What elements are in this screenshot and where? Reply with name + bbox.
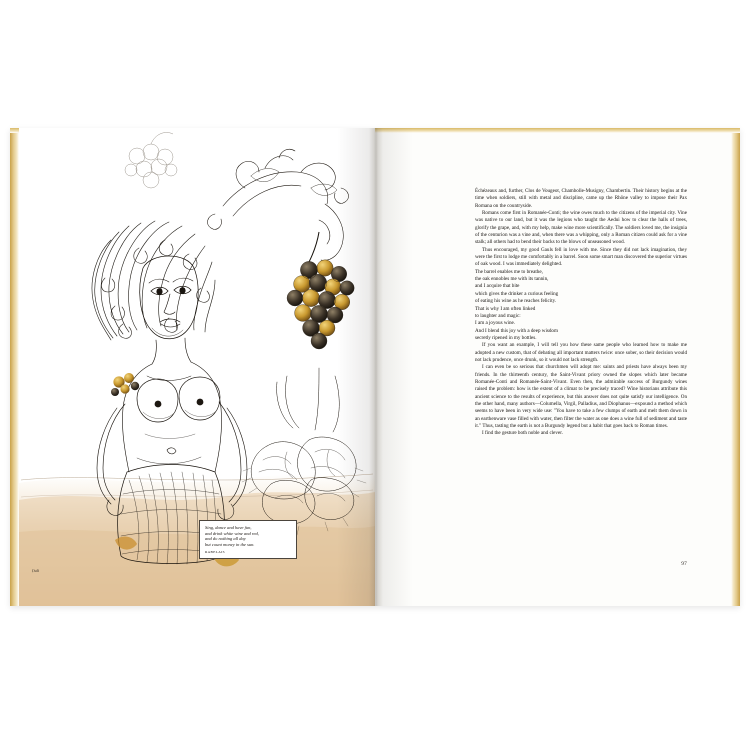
body-paragraph: That is why I am often linked <box>475 305 536 312</box>
caption-attribution: RABELAIS <box>205 549 225 554</box>
body-paragraph: to laughter and magic: <box>475 312 521 319</box>
body-paragraph: Échézeaux and, further, Clos de Vougeot, Chambolle-Musigny, Chambertin. Their history begins at the time when soldiers, still with metal and discipline, came up the Rhône valley to impose their Pax Romana on the countryside. <box>475 188 687 209</box>
caption-line-1: Sing, dance and have fun, <box>205 525 252 530</box>
book-right-page <box>375 128 740 606</box>
body-paragraph: secretly ripened in my bottles. <box>475 334 537 341</box>
body-paragraph: which gives the drinker a curious feeling <box>475 290 559 297</box>
artist-signature: Dalí <box>31 567 40 574</box>
body-paragraph: I am a joyous wine. <box>475 320 516 327</box>
open-book <box>10 128 740 606</box>
artwork-caption-box <box>199 520 297 559</box>
caption-line-4: but count money in the sun. <box>205 541 255 547</box>
body-paragraph: I find the gesture both noble and clever. <box>482 430 563 437</box>
left-page-gilded-edge <box>10 128 19 606</box>
right-page-top-gilding <box>375 128 740 133</box>
right-page-gilded-edge <box>731 128 740 606</box>
body-paragraph: And I blend this joy with a deep wisdom <box>475 327 558 334</box>
body-paragraph: Thus encouraged, my good Gauls fell in love with me. Since they did not lack imagination, they were the first to lodge me comfortably in a barrel. Soon some smart man discovered the superior virtues of oak wood. I was immediately delighted. <box>475 246 687 268</box>
caption-line-3: and do nothing all day <box>205 536 246 542</box>
body-text-column <box>475 188 687 438</box>
body-paragraph: If you want an example, I will tell you how these same people who learned how to make me adopted a new custom, that of debating all important matters twice: once sober, so their decision would not lack prudence, once drunk, so it would not lack strength. <box>475 342 687 363</box>
body-paragraph: the oak ennobles me with its tannin, <box>475 276 549 283</box>
caption-line-2: and drink white wine and red, <box>205 530 259 536</box>
body-paragraph: Romans come first in Romanée-Conti; the wine owes much to the citizens of the imperial city. Vine was native to our land, but it was the legions who taught the Aedui how to clear the halls of trees, glorify the grape, and, with my help, make wine more scientifically. The soldiers loved me, the insignia of the centurion was a vine and, when there was a whipping, only a Roman citizen could ask for a vine stalk; all others had to bend their backs to the blows of unseasoned wood. <box>475 210 687 246</box>
page-number: 97 <box>681 561 687 567</box>
ink-and-watercolour-drawing-of-a-female-figure-and-grape-clusters <box>19 128 375 606</box>
body-paragraph: I can even be so serious that churchmen will adopt me: saints and priests have always been my friends. In the thirteenth century, the Saint-Vivant priory owned the slopes which later became Romanée-Conti and Romanée-Saint-Vivant. Even then, the admirable success of Burgundy wines raised the problem: how is the extent of a climat to be precisely traced? Wine historians attribute this ancient science to the results of experience, but this answer does not quite satisfy our intelligence. On the other hand, many authors—Columella, Virgil, Palladius, and Diophanus—expound a method which seems to have been in very wide use: "You have to take a few clumps of earth and melt them down in an earthenware vase filled with water, then filter the water as one does a wine full of sediment and taste it." Thus, tasting the earth is not a Burgundy legend but a habit that goes back to Roman times. <box>475 364 687 429</box>
right-page-spine-shadow <box>375 128 413 606</box>
book-left-page <box>10 128 375 606</box>
body-paragraph: The barrel enables me to breathe, <box>475 268 543 275</box>
body-paragraph: and I acquire that bite <box>475 283 520 290</box>
body-paragraph: of eating his wine as he reaches felicity. <box>475 298 557 305</box>
